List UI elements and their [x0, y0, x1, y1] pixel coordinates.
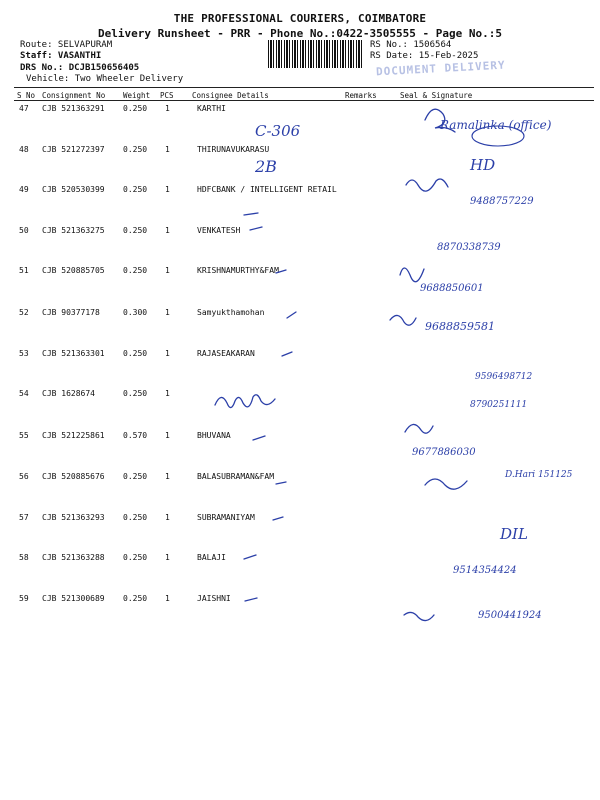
check-mark-icon — [244, 555, 256, 559]
handwritten-phone: 9514354424 — [453, 565, 517, 576]
col-header-pcs: PCS — [160, 91, 174, 100]
col-header-consignee: Consignee Details — [192, 91, 269, 100]
row-consignment: CJB 521363275 — [42, 226, 105, 235]
handwritten-phone: 9500441924 — [478, 610, 542, 621]
row-consignee: VENKATESH — [197, 226, 241, 235]
row-consignment: CJB 521300689 — [42, 594, 105, 603]
row-weight: 0.300 — [123, 308, 148, 317]
col-header-weight: Weight — [123, 91, 151, 100]
check-mark-icon — [276, 482, 286, 484]
handwritten-phone: 8790251111 — [470, 400, 528, 410]
check-mark-icon — [253, 436, 265, 440]
row-weight: 0.250 — [123, 472, 148, 481]
row-consignment: CJB 520885705 — [42, 266, 105, 275]
check-mark-icon — [244, 213, 258, 215]
handwritten-note: D.Hari 151125 — [505, 470, 573, 480]
row-consignee: HDFCBANK / INTELLIGENT RETAIL — [197, 185, 337, 194]
check-mark-icon — [245, 598, 257, 601]
handwritten-phone: 9488757229 — [470, 196, 534, 207]
row-consignment: CJB 90377178 — [42, 308, 100, 317]
row-consignee: BHUVANA — [197, 431, 231, 440]
row-sno: 53 — [19, 349, 29, 358]
row-consignment: CJB 521272397 — [42, 145, 105, 154]
route-label: Route: SELVAPURAM — [20, 40, 113, 50]
handwritten-phone: 9688850601 — [420, 283, 484, 294]
row-pcs: 1 — [165, 553, 170, 562]
rs-number: RS No.: 1506564 — [370, 40, 452, 50]
signature-icon — [425, 479, 467, 489]
row-weight: 0.250 — [123, 226, 148, 235]
col-header-consignment: Consignment No — [42, 91, 106, 100]
row-sno: 59 — [19, 594, 29, 603]
row-pcs: 1 — [165, 431, 170, 440]
row-consignee: THIRUNAVUKARASU — [197, 145, 270, 154]
signature-icon — [406, 179, 448, 191]
row-sno: 50 — [19, 226, 29, 235]
row-weight: 0.250 — [123, 104, 148, 113]
check-mark-icon — [282, 352, 292, 356]
row-pcs: 1 — [165, 472, 170, 481]
signature-icon — [390, 315, 416, 325]
row-consignee: BALAJI — [197, 553, 226, 562]
handwritten-phone: 9596498712 — [475, 372, 533, 382]
check-mark-icon — [273, 517, 283, 520]
row-consignment: CJB 521363288 — [42, 553, 105, 562]
check-mark-icon — [287, 312, 296, 318]
signature-icon — [215, 395, 275, 408]
rs-date: RS Date: 15-Feb-2025 — [370, 51, 479, 61]
row-consignment: CJB 520530399 — [42, 185, 105, 194]
row-pcs: 1 — [165, 513, 170, 522]
row-consignee: Samyukthamohan — [197, 308, 265, 317]
row-sno: 57 — [19, 513, 29, 522]
company-title: THE PROFESSIONAL COURIERS, COIMBATORE — [173, 12, 427, 25]
row-sno: 48 — [19, 145, 29, 154]
handwritten-phone: 8870338739 — [437, 242, 501, 253]
row-sno: 55 — [19, 431, 29, 440]
row-weight: 0.250 — [123, 513, 148, 522]
row-weight: 0.250 — [123, 553, 148, 562]
row-weight: 0.250 — [123, 349, 148, 358]
row-consignee: KRISHNAMURTHY&FAM — [197, 266, 279, 275]
col-header-signature: Seal & Signature — [400, 91, 473, 100]
row-pcs: 1 — [165, 266, 170, 275]
row-weight: 0.570 — [123, 431, 148, 440]
row-sno: 56 — [19, 472, 29, 481]
handwritten-phone: 9688859581 — [425, 320, 495, 333]
row-pcs: 1 — [165, 104, 170, 113]
row-consignment: CJB 521363291 — [42, 104, 105, 113]
row-weight: 0.250 — [123, 185, 148, 194]
staff-label: Staff: VASANTHI — [20, 51, 102, 61]
row-consignee: BALASUBRAMAN&FAM — [197, 472, 275, 481]
row-weight: 0.250 — [123, 145, 148, 154]
row-pcs: 1 — [165, 389, 170, 398]
row-consignment: CJB 1628674 — [42, 389, 95, 398]
row-pcs: 1 — [165, 594, 170, 603]
row-sno: 54 — [19, 389, 29, 398]
document-delivery-stamp: DOCUMENT DELIVERY — [375, 58, 506, 79]
row-consignee: JAISHNI — [197, 594, 231, 603]
row-sno: 52 — [19, 308, 29, 317]
runsheet-subtitle: Delivery Runsheet - PRR - Phone No.:0422-3505555 - Page No.:5 — [98, 27, 502, 40]
row-pcs: 1 — [165, 308, 170, 317]
row-pcs: 1 — [165, 349, 170, 358]
row-sno: 47 — [19, 104, 29, 113]
row-consignee: KARTHI — [197, 104, 226, 113]
row-weight: 0.250 — [123, 594, 148, 603]
row-weight: 0.250 — [123, 266, 148, 275]
row-pcs: 1 — [165, 145, 170, 154]
handwritten-phone: 9677886030 — [412, 447, 476, 458]
check-mark-icon — [276, 270, 286, 273]
handwritten-signature: DIL — [500, 525, 528, 543]
row-consignment: CJB 521363293 — [42, 513, 105, 522]
col-header-sno: S No — [17, 91, 36, 100]
row-sno: 51 — [19, 266, 29, 275]
row-consignment: CJB 520885676 — [42, 472, 105, 481]
row-pcs: 1 — [165, 226, 170, 235]
handwritten-note: 2B — [255, 157, 277, 176]
handwritten-note: C-306 — [255, 122, 301, 140]
signature-icon — [400, 268, 424, 282]
row-pcs: 1 — [165, 185, 170, 194]
vehicle-label: Vehicle: Two Wheeler Delivery — [26, 74, 184, 84]
check-mark-icon — [250, 227, 262, 230]
row-sno: 49 — [19, 185, 29, 194]
drs-number: DRS No.: DCJB150656405 — [20, 63, 140, 73]
col-header-remarks: Remarks — [345, 91, 377, 100]
row-consignee: SUBRAMANIYAM — [197, 513, 255, 522]
row-consignee: RAJASEAKARAN — [197, 349, 255, 358]
signature-icon — [405, 424, 433, 433]
row-weight: 0.250 — [123, 389, 148, 398]
row-consignment: CJB 521225861 — [42, 431, 105, 440]
row-consignment: CJB 521363301 — [42, 349, 105, 358]
signature-icon — [404, 612, 434, 620]
row-sno: 58 — [19, 553, 29, 562]
handwritten-signature: HD — [470, 156, 496, 174]
handwritten-signature: Ramalinka (office) — [440, 118, 552, 132]
